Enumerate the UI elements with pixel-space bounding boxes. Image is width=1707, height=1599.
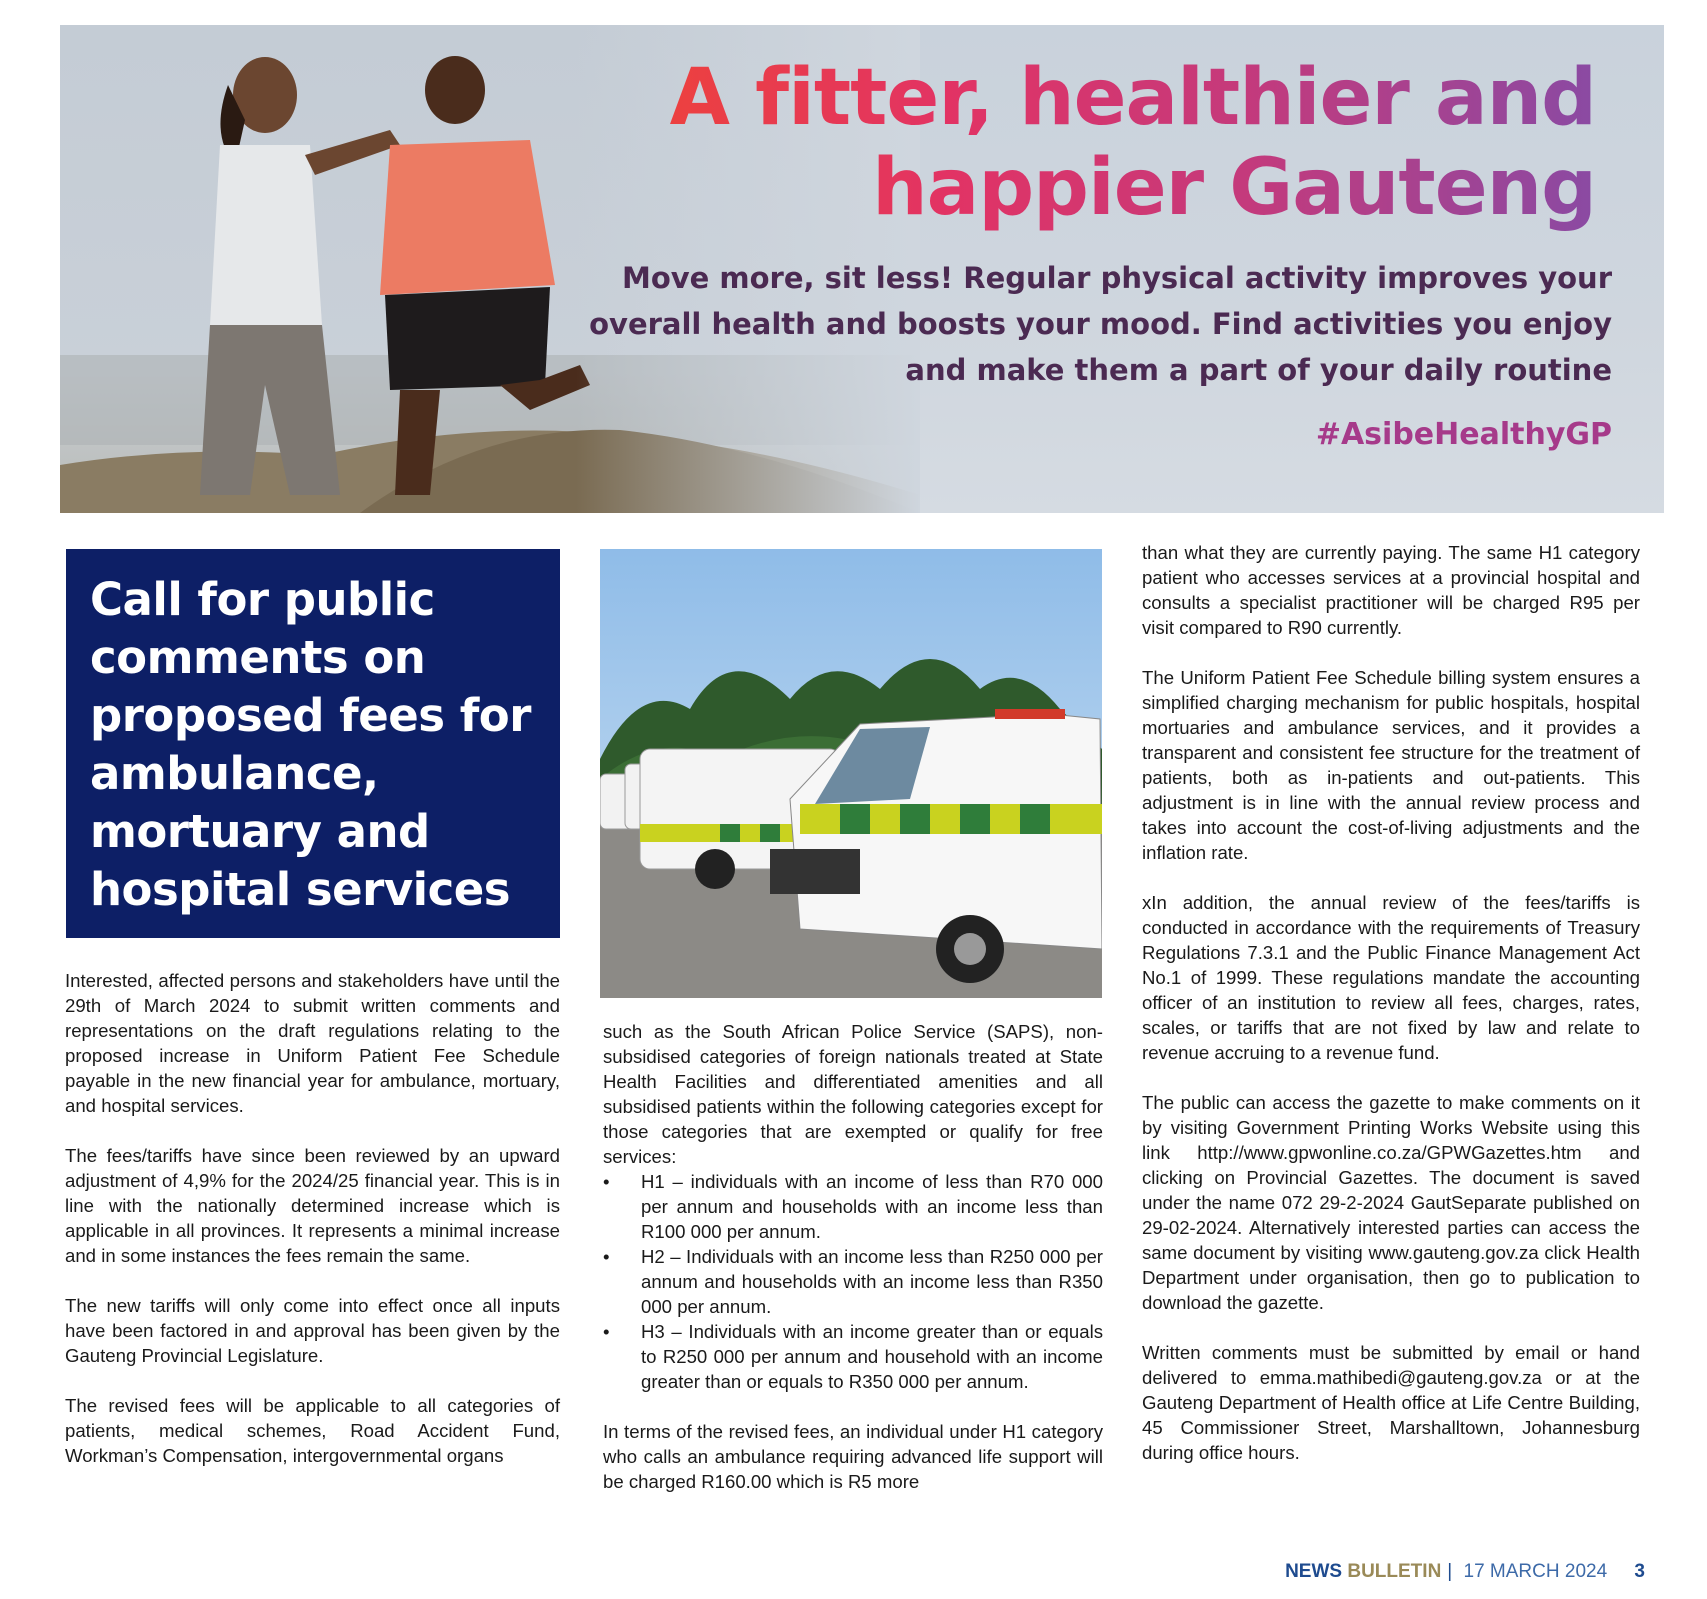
- footer-bulletin-label: BULLETIN: [1347, 1561, 1442, 1582]
- article-paragraph: The public can access the gazette to make comments on it by visiting Government Printing Works Website using this link http://www.gpwonline.co.za/GPWGazettes.htm and clicking on Provincial Gazettes. The document is saved under the name 072 29-2-2024 GautSeparate published on 29-02-2024. Alternatively interested parties can access the same document by visiting www.gauteng.gov.za click Health Department under organisation, then go to publication to download the gazette.: [1142, 1092, 1640, 1313]
- article-paragraph: Interested, affected persons and stakeholders have until the 29th of March 2024 to submit written comments and representations on the draft regulations relating to the proposed increase in Uniform Patient Fee Schedule payable in the new financial year for ambulance, mortuary, and hospital services.: [65, 970, 560, 1116]
- footer-news-label: NEWS: [1285, 1561, 1343, 1582]
- article-paragraph: The Uniform Patient Fee Schedule billing system ensures a simplified charging mechanism for public hospitals, hospital mortuaries and ambulance services, and it provides a transparent and consistent fee structure for the treatment of patients, both as in-patients and out-patients. This adjustment is in line with the annual review process and takes into account the cost-of-living adjustments and the inflation rate.: [1142, 667, 1640, 863]
- list-item: • H2 – Individuals with an income less than R250 000 per annum and households with an income less than R350 000 per annum.: [603, 1244, 1103, 1319]
- article-paragraph: The new tariffs will only come into effect once all inputs have been factored in and approval has been given by the Gauteng Provincial Legislature.: [65, 1295, 560, 1366]
- page-footer: [1285, 1560, 1645, 1584]
- article-paragraph: xIn addition, the annual review of the fees/tariffs is conducted in accordance with the requirements of Treasury Regulations 7.3.1 and the Public Finance Management Act No.1 of 1999. These regulations mandate the accounting officer of an institution to review all fees, charges, rates, scales, or tariffs that are not fixed by law and relate to revenue accruing to a revenue fund.: [1142, 892, 1640, 1063]
- article-column-1: [65, 968, 560, 1493]
- article-paragraph: The fees/tariffs have since been reviewed by an upward adjustment of 4,9% for the 2024/25 financial year. This is in line with the nationally determined increase which is applicable in all provinces. It represents a minimal increase and in some instances the fees remain the same.: [65, 1145, 560, 1266]
- income-category-list: [603, 1169, 1103, 1394]
- article-headline-box: [66, 549, 560, 938]
- page-number: 3: [1634, 1561, 1645, 1582]
- article-paragraph: than what they are currently paying. The same H1 category patient who accesses services at a provincial hospital and consults a specialist practitioner will be charged R95 per visit compared to R90 currently.: [1142, 542, 1640, 638]
- health-banner: [60, 25, 1664, 513]
- banner-title-line-2: happier Gauteng: [596, 143, 1596, 233]
- list-item: • H3 – Individuals with an income greater than or equals to R250 000 per annum and household with an income greater than or equals to R350 000 per annum.: [603, 1319, 1103, 1394]
- banner-subtitle-line-1: Move more, sit less! Regular physical activity improves your: [621, 261, 1612, 295]
- article-headline: Call for public comments on proposed fees for ambulance, mortuary and hospital services: [90, 573, 531, 916]
- footer-date: 17 MARCH 2024: [1463, 1561, 1608, 1582]
- banner-subtitle-line-2: overall health and boosts your mood. Find activities you enjoy: [589, 307, 1612, 341]
- banner-subtitle-line-3: and make them a part of your daily routine: [905, 353, 1612, 387]
- banner-title: [596, 53, 1596, 233]
- article-column-3: [1142, 540, 1640, 1490]
- ambulance-fleet-photo: [600, 549, 1102, 998]
- article-paragraph: Written comments must be submitted by email or hand delivered to emma.mathibedi@gauteng.gov.za or at the Gauteng Department of Health office at Life Centre Building, 45 Commissioner Street, Marshalltown, Johannesburg during office hours.: [1142, 1342, 1640, 1463]
- banner-title-line-1: A fitter, healthier and: [596, 53, 1596, 143]
- banner-hashtag: #AsibeHealthyGP: [1315, 417, 1612, 452]
- banner-subtitle: [572, 255, 1612, 393]
- article-paragraph: The revised fees will be applicable to all categories of patients, medical schemes, Road Accident Fund, Workman’s Compensation, intergovernmental organs: [65, 1395, 560, 1466]
- footer-separator: |: [1447, 1561, 1453, 1582]
- list-item: • H1 – individuals with an income of less than R70 000 per annum and households with an income less than R100 000 per annum.: [603, 1169, 1103, 1244]
- article-paragraph: such as the South African Police Service (SAPS), non-subsidised categories of foreign nationals treated at State Health Facilities and differentiated amenities and all subsidised patients within the following categories except for those categories that are exempted or qualify for free services:: [603, 1021, 1103, 1167]
- article-paragraph: In terms of the revised fees, an individual under H1 category who calls an ambulance requiring advanced life support will be charged R160.00 which is R5 more: [603, 1421, 1103, 1492]
- article-column-2: [603, 1019, 1103, 1519]
